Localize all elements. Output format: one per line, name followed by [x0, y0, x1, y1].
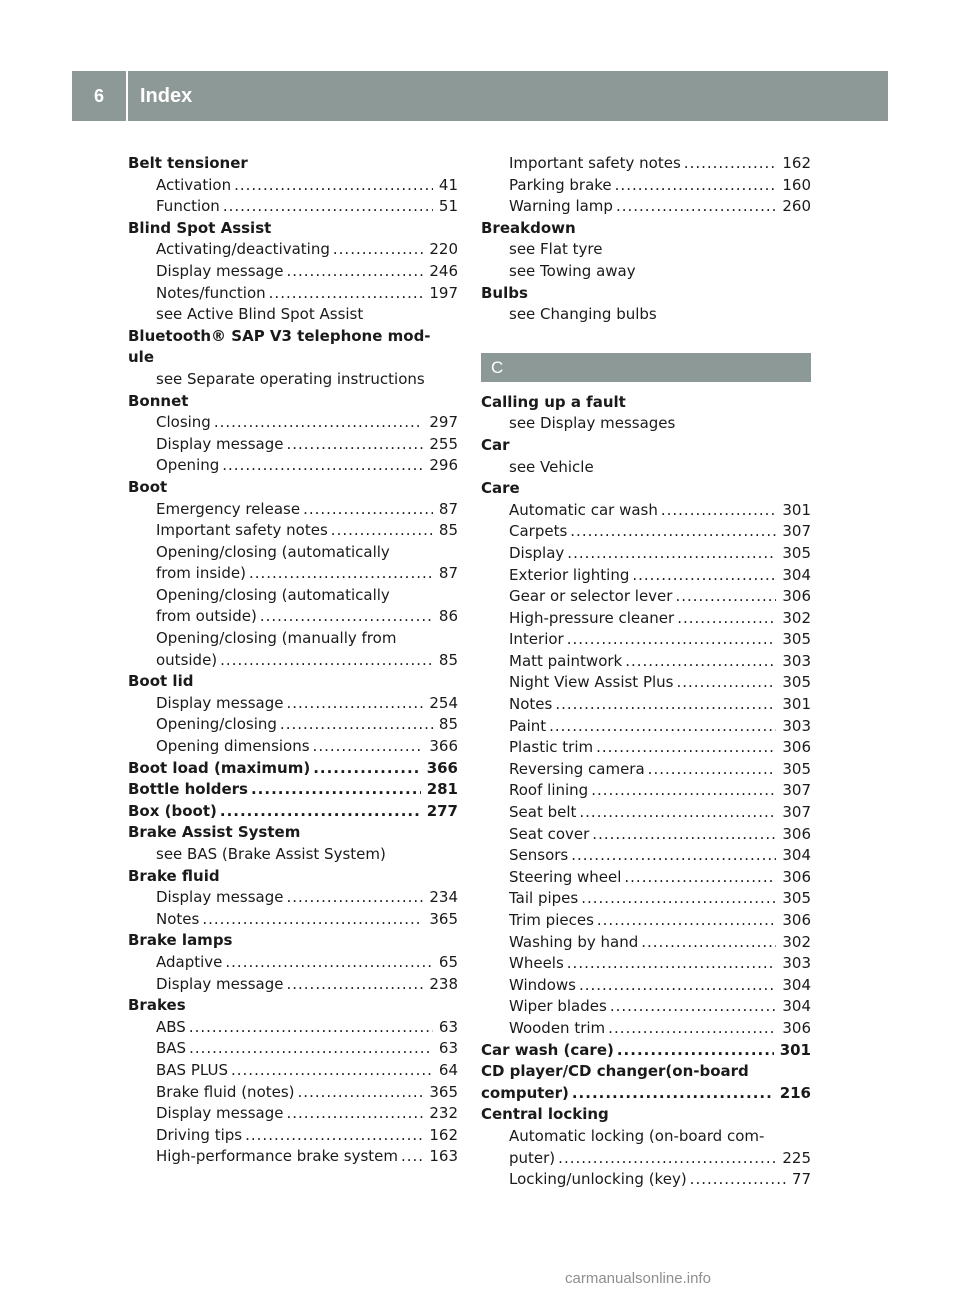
index-heading: Blind Spot Assist — [128, 218, 272, 237]
leader-dots — [223, 196, 433, 218]
page-reference: 305 — [782, 630, 811, 649]
page-reference: 163 — [429, 1147, 458, 1166]
index-heading-entry — [481, 1040, 811, 1062]
page-reference: 63 — [438, 1039, 458, 1058]
page-reference: 234 — [429, 888, 458, 907]
index-subentry-text: see Changing bulbs — [509, 305, 657, 324]
index-entry — [128, 412, 458, 434]
index-entry — [481, 824, 811, 846]
leader-dots — [401, 1146, 423, 1168]
index-entry — [481, 543, 811, 565]
leader-dots — [303, 499, 433, 521]
entry-label: Adaptive — [156, 952, 223, 971]
page-reference: 160 — [782, 175, 811, 194]
leader-dots — [570, 521, 776, 543]
index-entry — [481, 716, 811, 738]
index-subentry-text: see Towing away — [509, 261, 636, 280]
index-entry — [481, 500, 811, 522]
index-subentry-text: see Active Blind Spot Assist — [156, 305, 364, 324]
page-reference: 304 — [782, 997, 811, 1016]
entry-label: Wooden trim — [509, 1018, 606, 1037]
entry-label: from inside) — [156, 564, 246, 583]
entry-label: Important safety notes — [509, 154, 681, 172]
page-reference: 86 — [438, 607, 458, 626]
leader-dots — [260, 606, 433, 628]
entry-label: outside) — [156, 650, 218, 669]
page-header — [72, 71, 888, 121]
page-reference: 41 — [438, 175, 458, 194]
index-subentry-text: Opening/closing (automatically — [156, 542, 390, 561]
page-reference: 64 — [438, 1060, 458, 1079]
entry-label: Windows — [509, 975, 576, 994]
index-column-right — [481, 153, 811, 1191]
index-heading: Brake Assist System — [128, 823, 301, 842]
page-reference: 301 — [782, 695, 811, 714]
page-reference: 297 — [429, 413, 458, 432]
entry-label: Notes/function — [156, 283, 266, 302]
leader-dots — [581, 888, 776, 910]
section-letter: C — [491, 357, 504, 377]
leader-dots — [592, 824, 776, 846]
entry-label: Display message — [156, 888, 284, 907]
page-reference: 306 — [782, 738, 811, 757]
index-heading-entry — [128, 758, 458, 780]
entry-label: puter) — [509, 1148, 556, 1167]
index-entry — [128, 606, 458, 628]
index-entry — [128, 499, 458, 521]
page-reference: 307 — [782, 803, 811, 822]
leader-dots — [567, 543, 776, 565]
index-entry — [481, 932, 811, 954]
index-entry — [481, 996, 811, 1018]
index-entry — [128, 1146, 458, 1168]
index-entry — [481, 1018, 811, 1040]
page-reference: 365 — [429, 1082, 458, 1101]
index-subentry-text: Opening/closing (automatically — [156, 585, 390, 604]
page-reference: 85 — [438, 715, 458, 734]
entry-label: Display message — [156, 693, 284, 712]
index-entry — [481, 802, 811, 824]
index-entry — [128, 1082, 458, 1104]
entry-label: Activating/deactivating — [156, 240, 330, 259]
index-entry — [128, 455, 458, 477]
entry-label: Tail pipes — [509, 889, 579, 908]
leader-dots — [286, 887, 423, 909]
index-heading: Brake lamps — [128, 931, 233, 950]
page-reference: 302 — [782, 608, 811, 627]
page-reference: 306 — [782, 824, 811, 843]
leader-dots — [617, 1040, 774, 1062]
leader-dots — [331, 520, 433, 542]
page-reference: 302 — [782, 932, 811, 951]
entry-label: Display message — [156, 1104, 284, 1123]
entry-label: Opening/closing — [156, 715, 277, 734]
page-reference: 255 — [429, 434, 458, 453]
entry-label: High-pressure cleaner — [509, 608, 675, 627]
leader-dots — [572, 1083, 774, 1105]
leader-dots — [234, 175, 433, 197]
index-entry — [128, 283, 458, 305]
index-entry — [128, 974, 458, 996]
index-heading: Boot — [128, 477, 168, 496]
index-heading: Breakdown — [481, 218, 576, 237]
page-reference: 306 — [782, 867, 811, 886]
index-entry — [128, 693, 458, 715]
entry-label: Emergency release — [156, 499, 301, 518]
page-reference: 65 — [438, 952, 458, 971]
leader-dots — [567, 953, 777, 975]
index-entry — [481, 759, 811, 781]
leader-dots — [313, 758, 421, 780]
entry-label: Closing — [156, 413, 211, 432]
index-entry — [128, 736, 458, 758]
entry-label: Activation — [156, 175, 232, 194]
leader-dots — [555, 694, 776, 716]
page-reference: 281 — [426, 780, 458, 799]
leader-dots — [251, 779, 421, 801]
index-entry — [128, 1103, 458, 1125]
index-entry — [481, 780, 811, 802]
entry-label: Display message — [156, 974, 284, 993]
entry-label: Bottle holders — [128, 780, 248, 799]
index-heading: Boot lid — [128, 672, 194, 691]
index-entry — [481, 1148, 811, 1170]
index-entry — [481, 975, 811, 997]
entry-label: Brake fluid (notes) — [156, 1082, 295, 1101]
leader-dots — [189, 1017, 433, 1039]
page-reference: 301 — [779, 1040, 811, 1059]
entry-label: Washing by hand — [509, 932, 639, 951]
page-reference: 220 — [429, 240, 458, 259]
leader-dots — [286, 1103, 423, 1125]
entry-label: Important safety notes — [156, 521, 328, 540]
index-entry — [481, 586, 811, 608]
index-entry — [481, 175, 811, 197]
index-heading-entry — [128, 801, 458, 823]
page-reference: 296 — [429, 456, 458, 475]
page-reference: 304 — [782, 975, 811, 994]
leader-dots — [675, 586, 776, 608]
leader-dots — [632, 565, 776, 587]
index-entry — [128, 714, 458, 736]
index-entry — [481, 153, 811, 175]
page-reference: 306 — [782, 587, 811, 606]
entry-label: Notes — [509, 695, 553, 714]
index-entry — [128, 520, 458, 542]
index-entry — [128, 887, 458, 909]
page-reference: 303 — [782, 651, 811, 670]
leader-dots — [189, 1038, 433, 1060]
entry-label: Car wash (care) — [481, 1040, 614, 1059]
leader-dots — [558, 1148, 776, 1170]
index-heading: Central locking — [481, 1105, 609, 1124]
leader-dots — [286, 434, 423, 456]
entry-label: Opening — [156, 456, 220, 475]
entry-label: Automatic car wash — [509, 500, 658, 519]
index-entry — [128, 909, 458, 931]
page-reference: 87 — [438, 564, 458, 583]
page-number: 6 — [93, 85, 104, 106]
page-reference: 87 — [438, 499, 458, 518]
index-heading: ule — [128, 348, 154, 367]
entry-label: from outside) — [156, 607, 257, 626]
page-reference: 304 — [782, 846, 811, 865]
leader-dots — [684, 153, 777, 175]
index-heading: Bluetooth® SAP V3 telephone mod- — [128, 326, 431, 345]
leader-dots — [677, 608, 776, 630]
entry-label: Trim pieces — [509, 911, 594, 929]
entry-label: Steering wheel — [509, 867, 622, 886]
index-subentry-text: see Vehicle — [509, 457, 594, 476]
leader-dots — [231, 1060, 433, 1082]
index-entry — [481, 565, 811, 587]
page-reference: 301 — [782, 500, 811, 519]
header-divider — [126, 71, 128, 121]
leader-dots — [677, 672, 777, 694]
entry-label: Carpets — [509, 522, 568, 541]
entry-label: Matt paintwork — [509, 651, 623, 670]
index-entry — [481, 694, 811, 716]
index-subentry-text: see Flat tyre — [509, 240, 603, 259]
index-subentry-text: see Separate operating instructions — [156, 369, 425, 388]
leader-dots — [225, 952, 433, 974]
page-reference: 307 — [782, 522, 811, 541]
leader-dots — [286, 261, 423, 283]
index-entry — [481, 651, 811, 673]
leader-dots — [661, 500, 777, 522]
entry-label: Display — [509, 543, 565, 562]
entry-label: Plastic trim — [509, 738, 594, 757]
index-subentry-text: Automatic locking (on-board com- — [509, 1126, 765, 1145]
entry-label: Driving tips — [156, 1125, 243, 1144]
index-entry — [128, 175, 458, 197]
index-entry — [481, 608, 811, 630]
index-entry — [481, 910, 811, 932]
watermark: carmanualsonline.info — [565, 1270, 711, 1287]
index-entry — [481, 867, 811, 889]
leader-dots — [596, 737, 776, 759]
entry-label: Parking brake — [509, 175, 612, 194]
page-title: Index — [140, 84, 193, 107]
page-reference: 77 — [791, 1170, 811, 1189]
index-heading: Brake fluid — [128, 866, 220, 885]
leader-dots — [333, 239, 423, 261]
leader-dots — [549, 716, 776, 738]
leader-dots — [245, 1125, 423, 1147]
index-heading: Brakes — [128, 996, 186, 1015]
page-reference: 306 — [782, 1018, 811, 1037]
entry-label: Interior — [509, 630, 564, 649]
leader-dots — [641, 932, 776, 954]
leader-dots — [648, 759, 777, 781]
entry-label: Wheels — [509, 954, 564, 973]
leader-dots — [220, 801, 421, 823]
index-heading: Belt tensioner — [128, 154, 248, 172]
leader-dots — [615, 175, 777, 197]
index-entry — [128, 261, 458, 283]
page-reference: 305 — [782, 889, 811, 908]
leader-dots — [610, 996, 777, 1018]
leader-dots — [298, 1082, 424, 1104]
entry-label: Roof lining — [509, 781, 589, 800]
page-reference: 260 — [782, 197, 811, 216]
leader-dots — [222, 455, 423, 477]
index-entry — [128, 650, 458, 672]
index-entry — [481, 888, 811, 910]
entry-label: BAS PLUS — [156, 1060, 228, 1079]
page-reference: 305 — [782, 673, 811, 692]
page-reference: 306 — [782, 911, 811, 929]
index-entry — [128, 952, 458, 974]
leader-dots — [608, 1018, 776, 1040]
page-reference: 85 — [438, 521, 458, 540]
index-subentry-text: see Display messages — [509, 414, 676, 433]
entry-label: Boot load (maximum) — [128, 758, 311, 777]
entry-label: BAS — [156, 1039, 187, 1058]
page-reference: 232 — [429, 1104, 458, 1123]
index-subentry-text: Opening/closing (manually from — [156, 629, 397, 648]
leader-dots — [616, 196, 776, 218]
index-entry — [128, 196, 458, 218]
leader-dots — [220, 650, 433, 672]
entry-label: High-performance brake system — [156, 1147, 398, 1166]
section-header — [481, 353, 811, 382]
page-reference: 304 — [782, 565, 811, 584]
leader-dots — [690, 1169, 786, 1191]
page-reference: 366 — [429, 737, 458, 756]
index-entry — [128, 239, 458, 261]
index-entry — [481, 521, 811, 543]
page-reference: 303 — [782, 716, 811, 735]
index-entry — [481, 737, 811, 759]
index-entry — [128, 563, 458, 585]
index-entry — [481, 196, 811, 218]
entry-label: Sensors — [509, 846, 569, 865]
leader-dots — [202, 909, 423, 931]
entry-label: Locking/unlocking (key) — [509, 1170, 687, 1189]
index-heading-entry — [481, 1083, 811, 1105]
entry-label: Seat belt — [509, 803, 577, 822]
page-reference: 85 — [438, 650, 458, 669]
leader-dots — [280, 714, 433, 736]
page-reference: 162 — [429, 1125, 458, 1144]
entry-label: Gear or selector lever — [509, 587, 673, 606]
index-entry — [481, 672, 811, 694]
index-entry — [481, 845, 811, 867]
entry-label: Box (boot) — [128, 801, 217, 820]
leader-dots — [571, 845, 776, 867]
index-heading-entry — [128, 779, 458, 801]
page-reference: 305 — [782, 543, 811, 562]
entry-label: computer) — [481, 1083, 569, 1102]
leader-dots — [567, 629, 777, 651]
leader-dots — [579, 975, 776, 997]
page-reference: 63 — [438, 1017, 458, 1036]
leader-dots — [625, 651, 776, 673]
page-reference: 197 — [429, 283, 458, 302]
page-reference: 51 — [438, 197, 458, 216]
entry-label: Paint — [509, 716, 547, 735]
entry-label: Night View Assist Plus — [509, 673, 674, 692]
index-entry — [128, 1038, 458, 1060]
leader-dots — [286, 693, 423, 715]
leader-dots — [624, 867, 776, 889]
entry-label: Display message — [156, 434, 284, 453]
page-reference: 307 — [782, 781, 811, 800]
index-heading: Bonnet — [128, 391, 189, 410]
index-heading: Calling up a fault — [481, 392, 626, 411]
leader-dots — [249, 563, 433, 585]
page-reference: 254 — [429, 693, 458, 712]
index-subentry-text: see BAS (Brake Assist System) — [156, 845, 386, 863]
index-column-left — [128, 153, 458, 1168]
page-reference: 246 — [429, 261, 458, 280]
page-reference: 216 — [779, 1083, 811, 1102]
entry-label: Exterior lighting — [509, 565, 630, 584]
page-reference: 303 — [782, 954, 811, 973]
page-reference: 162 — [782, 154, 811, 172]
entry-label: Seat cover — [509, 824, 590, 843]
leader-dots — [591, 780, 776, 802]
entry-label: Warning lamp — [509, 197, 613, 216]
page-reference: 225 — [782, 1148, 811, 1167]
leader-dots — [597, 910, 776, 932]
leader-dots — [214, 412, 424, 434]
entry-label: Wiper blades — [509, 997, 607, 1016]
index-entry — [128, 1017, 458, 1039]
page-reference: 238 — [429, 974, 458, 993]
leader-dots — [269, 283, 424, 305]
entry-label: Function — [156, 197, 220, 216]
leader-dots — [579, 802, 776, 824]
leader-dots — [313, 736, 424, 758]
entry-label: Reversing camera — [509, 759, 645, 778]
index-entry — [128, 434, 458, 456]
entry-label: Notes — [156, 909, 200, 928]
entry-label: ABS — [156, 1017, 186, 1036]
page-reference: 277 — [426, 801, 458, 820]
page-reference: 365 — [429, 909, 458, 928]
page-reference: 366 — [426, 758, 458, 777]
index-heading: Car — [481, 435, 510, 454]
entry-label: Opening dimensions — [156, 737, 310, 756]
index-entry — [128, 1125, 458, 1147]
index-entry — [481, 629, 811, 651]
entry-label: Display message — [156, 261, 284, 280]
index-entry — [128, 1060, 458, 1082]
page-reference: 305 — [782, 759, 811, 778]
index-heading: Care — [481, 479, 520, 498]
index-heading: CD player/CD changer(on-board — [481, 1062, 749, 1081]
index-heading: Bulbs — [481, 283, 528, 302]
leader-dots — [286, 974, 423, 996]
index-entry — [481, 953, 811, 975]
index-entry — [481, 1169, 811, 1191]
